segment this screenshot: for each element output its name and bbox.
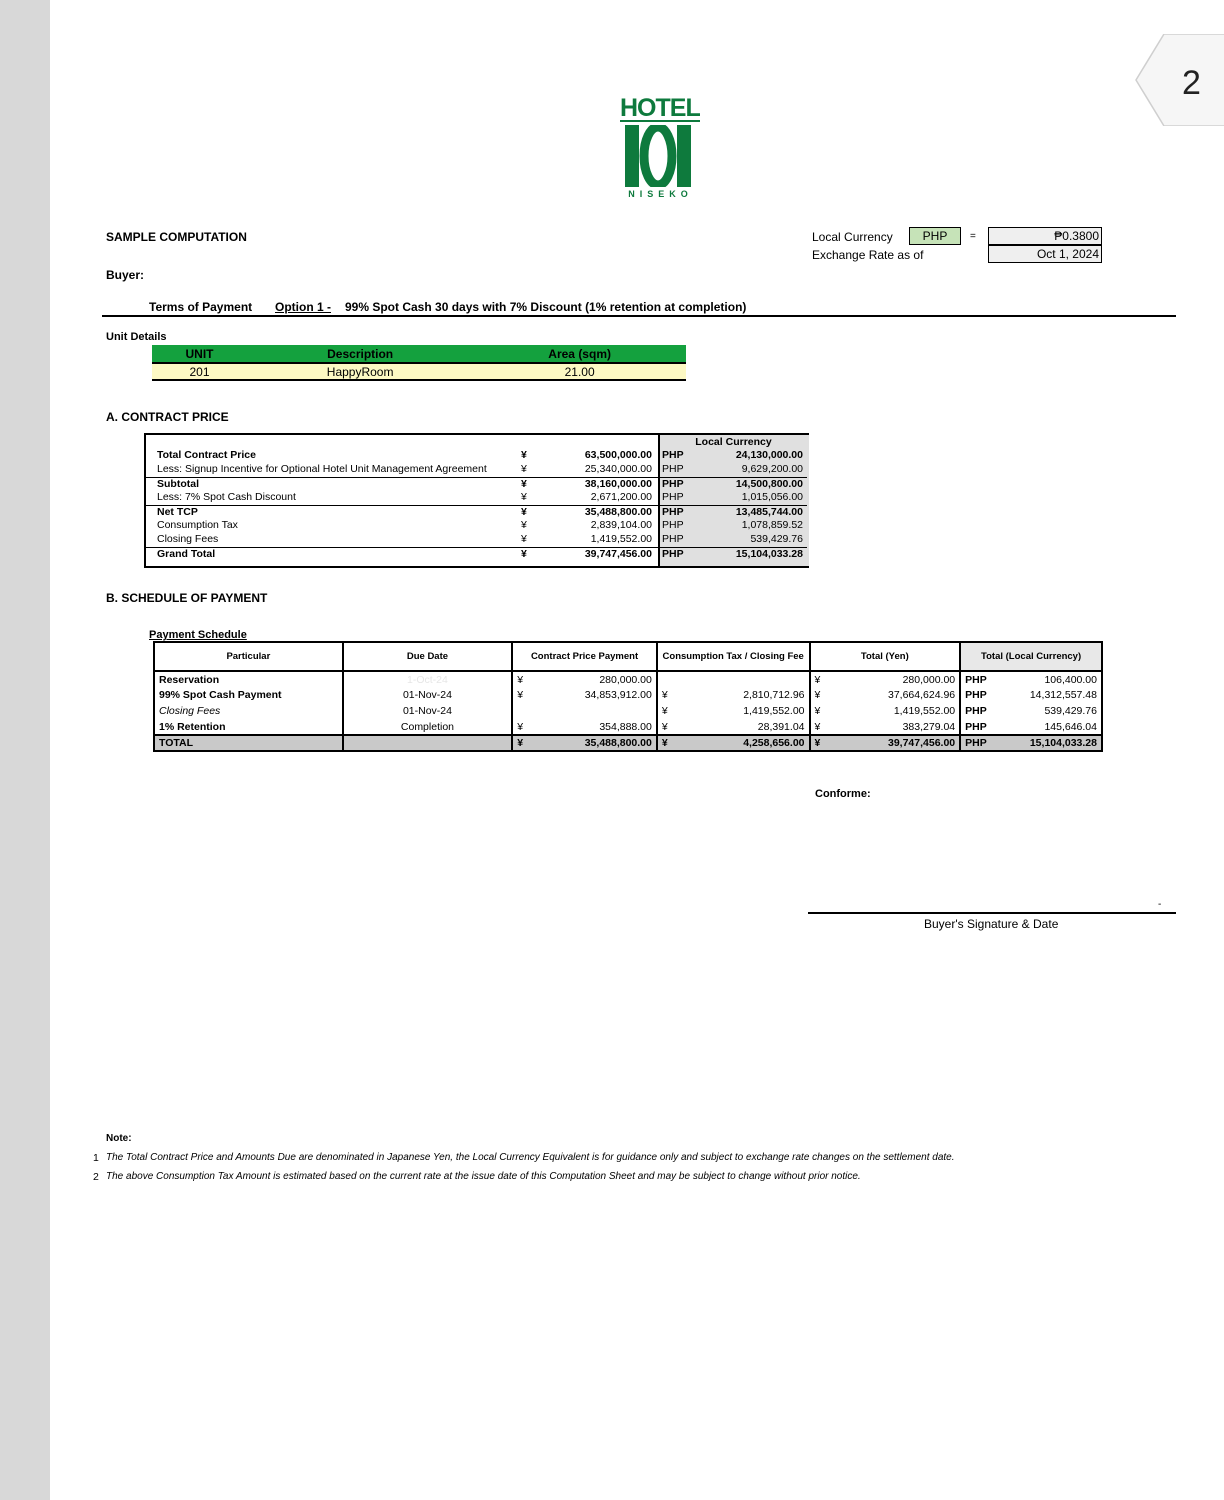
contract-payment-cell: 34,853,912.00 bbox=[584, 689, 652, 701]
tab-shape-icon bbox=[1134, 34, 1224, 126]
currency-code: PHP bbox=[662, 519, 684, 531]
contract-row-local: 13,485,744.00 bbox=[735, 506, 803, 518]
contract-payment-header: Contract Price Payment bbox=[512, 642, 657, 671]
currency-code: PHP bbox=[662, 478, 684, 490]
payment-schedule-table bbox=[153, 641, 1103, 752]
contract-row-local: 14,500,800.00 bbox=[735, 478, 803, 490]
contract-row-label: Less: 7% Spot Cash Discount bbox=[157, 491, 296, 503]
contract-row-local: 9,629,200.00 bbox=[741, 463, 803, 475]
tax-fee-header: Consumption Tax / Closing Fee bbox=[657, 642, 810, 671]
total-local-header: Total (Local Currency) bbox=[960, 642, 1102, 671]
yen-symbol: ¥ bbox=[814, 705, 821, 717]
yen-symbol: ¥ bbox=[521, 548, 527, 560]
schedule-row bbox=[154, 671, 1102, 687]
contract-row-yen: 38,160,000.00 bbox=[584, 478, 652, 490]
currency-code: PHP bbox=[965, 720, 987, 733]
tax-fee-cell: 1,419,552.00 bbox=[743, 705, 805, 717]
note-number-2: 2 bbox=[93, 1171, 99, 1183]
yen-symbol: ¥ bbox=[814, 737, 821, 749]
schedule-title: B. SCHEDULE OF PAYMENT bbox=[106, 591, 268, 605]
due-date-cell: 01-Nov-24 bbox=[402, 705, 452, 717]
total-local-cell: 15,104,033.28 bbox=[1029, 737, 1097, 749]
contract-row bbox=[146, 477, 807, 491]
notes-title: Note: bbox=[106, 1133, 132, 1144]
page-number-badge[interactable] bbox=[1134, 34, 1224, 126]
unit-value: 201 bbox=[152, 363, 247, 380]
currency-code: PHP bbox=[662, 463, 684, 475]
currency-code: PHP bbox=[965, 705, 987, 717]
payment-schedule-subtitle: Payment Schedule bbox=[149, 629, 247, 641]
terms-text: 99% Spot Cash 30 days with 7% Discount (1% retention at completion) bbox=[345, 300, 747, 314]
terms-option: Option 1 - bbox=[275, 300, 331, 314]
contract-row-label: Subtotal bbox=[157, 478, 199, 490]
total-yen-cell: 39,747,456.00 bbox=[888, 737, 956, 749]
exchange-rate-value: ₱0.3800 bbox=[988, 227, 1102, 245]
contract-row-local: 15,104,033.28 bbox=[735, 548, 803, 560]
unit-details-title: Unit Details bbox=[106, 331, 167, 343]
contract-row bbox=[146, 519, 807, 533]
yen-symbol: ¥ bbox=[517, 689, 524, 701]
currency-code: PHP bbox=[662, 506, 684, 518]
yen-symbol: ¥ bbox=[517, 673, 524, 686]
contract-payment-cell: 354,888.00 bbox=[599, 720, 652, 733]
yen-symbol: ¥ bbox=[517, 720, 524, 733]
yen-symbol: ¥ bbox=[661, 689, 668, 701]
particular-cell: Closing Fees bbox=[159, 705, 221, 717]
yen-symbol: ¥ bbox=[521, 449, 527, 461]
yen-symbol: ¥ bbox=[521, 533, 527, 545]
yen-symbol: ¥ bbox=[521, 491, 527, 503]
yen-symbol: ¥ bbox=[814, 673, 821, 686]
contract-row-label: Total Contract Price bbox=[157, 449, 256, 461]
yen-symbol: ¥ bbox=[661, 720, 668, 733]
contract-row bbox=[146, 449, 807, 463]
exchange-rate-date-label: Exchange Rate as of bbox=[812, 248, 924, 262]
currency-code: PHP bbox=[965, 737, 987, 749]
contract-row bbox=[146, 491, 807, 505]
total-local-cell: 145,646.04 bbox=[1044, 720, 1097, 733]
total-yen-cell: 280,000.00 bbox=[902, 673, 956, 686]
logo-101-mark bbox=[624, 125, 692, 187]
contract-row-yen: 2,671,200.00 bbox=[590, 491, 652, 503]
contract-payment-cell: 280,000.00 bbox=[599, 673, 652, 686]
yen-symbol: ¥ bbox=[521, 478, 527, 490]
tax-fee-cell: 4,258,656.00 bbox=[743, 737, 805, 749]
note-number-1: 1 bbox=[93, 1152, 99, 1164]
contract-row-yen: 25,340,000.00 bbox=[584, 463, 652, 475]
yen-symbol: ¥ bbox=[521, 519, 527, 531]
contract-row-yen: 1,419,552.00 bbox=[590, 533, 652, 545]
total-local-cell: 14,312,557.48 bbox=[1029, 689, 1097, 701]
total-yen-cell: 383,279.04 bbox=[902, 720, 956, 733]
yen-symbol: ¥ bbox=[661, 737, 668, 749]
description-value: HappyRoom bbox=[247, 363, 473, 380]
contract-row bbox=[146, 505, 807, 519]
contract-row-yen: 2,839,104.00 bbox=[590, 519, 652, 531]
contract-row bbox=[146, 547, 807, 561]
note-text-2: The above Consumption Tax Amount is estimated based on the current rate at the issue date of this Computation Sheet and may be subject to change without prior notice. bbox=[106, 1171, 861, 1182]
hotel-logo bbox=[620, 94, 700, 206]
conforme-label: Conforme: bbox=[815, 788, 871, 800]
schedule-total-row bbox=[154, 735, 1102, 751]
description-header: Description bbox=[247, 345, 473, 363]
contract-row bbox=[146, 533, 807, 547]
page-number: 2 bbox=[1182, 64, 1201, 102]
contract-row-local: 1,015,056.00 bbox=[741, 491, 803, 503]
contract-row-yen: 63,500,000.00 bbox=[584, 449, 652, 461]
due-date-header: Due Date bbox=[343, 642, 512, 671]
particular-cell: Reservation bbox=[159, 673, 220, 686]
signature-line[interactable] bbox=[808, 912, 1176, 914]
note-text-1: The Total Contract Price and Amounts Due are denominated in Japanese Yen, the Local Currency Equivalent is for guidance only and subject to exchange rate changes on the settlement date. bbox=[106, 1152, 955, 1163]
buyer-label: Buyer: bbox=[106, 268, 145, 282]
yen-symbol: ¥ bbox=[814, 720, 821, 733]
local-currency-header: Local Currency bbox=[695, 436, 772, 448]
signature-label: Buyer's Signature & Date bbox=[924, 917, 1059, 931]
schedule-row bbox=[154, 719, 1102, 735]
contract-row-label: Less: Signup Incentive for Optional Hotel Unit Management Agreement bbox=[157, 463, 487, 475]
contract-payment-cell: 35,488,800.00 bbox=[584, 737, 652, 749]
tax-fee-cell: 2,810,712.96 bbox=[743, 689, 805, 701]
schedule-row bbox=[154, 687, 1102, 703]
particular-cell: 1% Retention bbox=[159, 720, 226, 733]
total-local-cell: 539,429.76 bbox=[1044, 705, 1097, 717]
particular-header: Particular bbox=[154, 642, 343, 671]
logo-niseko-text: NISEKO bbox=[628, 189, 693, 199]
contract-price-table bbox=[144, 433, 809, 568]
contract-price-title: A. CONTRACT PRICE bbox=[106, 410, 229, 424]
tax-fee-cell: 28,391.04 bbox=[757, 720, 805, 733]
document-title: SAMPLE COMPUTATION bbox=[106, 230, 247, 244]
signature-dash: - bbox=[1158, 899, 1162, 910]
local-currency-label: Local Currency bbox=[812, 230, 893, 244]
due-date-cell: 1-Oct-24 bbox=[407, 673, 448, 686]
contract-row-local: 539,429.76 bbox=[750, 533, 803, 545]
yen-symbol: ¥ bbox=[521, 506, 527, 518]
currency-code: PHP bbox=[662, 491, 684, 503]
currency-code: PHP bbox=[662, 533, 684, 545]
total-local-cell: 106,400.00 bbox=[1044, 673, 1097, 686]
yen-symbol: ¥ bbox=[814, 689, 821, 701]
contract-row-yen: 39,747,456.00 bbox=[584, 548, 652, 560]
unit-header: UNIT bbox=[152, 345, 247, 363]
contract-row-label: Closing Fees bbox=[157, 533, 219, 545]
equals-sign: = bbox=[970, 231, 976, 242]
currency-code: PHP bbox=[662, 449, 684, 461]
yen-symbol: ¥ bbox=[521, 463, 527, 475]
due-date-cell: Completion bbox=[400, 720, 455, 733]
area-value: 21.00 bbox=[473, 363, 686, 380]
area-header: Area (sqm) bbox=[473, 345, 686, 363]
terms-divider bbox=[102, 315, 1176, 317]
contract-row-label: Net TCP bbox=[157, 506, 198, 518]
currency-code: PHP bbox=[965, 673, 987, 686]
contract-row-local: 24,130,000.00 bbox=[735, 449, 803, 461]
local-currency-select[interactable]: PHP bbox=[909, 227, 961, 245]
schedule-row bbox=[154, 703, 1102, 719]
contract-row-label: Consumption Tax bbox=[157, 519, 238, 531]
contract-row-local: 1,078,859.52 bbox=[741, 519, 803, 531]
total-yen-header: Total (Yen) bbox=[810, 642, 961, 671]
currency-code: PHP bbox=[662, 548, 684, 560]
total-yen-cell: 37,664,624.96 bbox=[888, 689, 956, 701]
contract-row-label: Grand Total bbox=[157, 548, 216, 560]
currency-code: PHP bbox=[965, 689, 987, 701]
particular-cell: 99% Spot Cash Payment bbox=[159, 689, 282, 701]
contract-row bbox=[146, 463, 807, 477]
contract-row-yen: 35,488,800.00 bbox=[584, 506, 652, 518]
unit-details-table bbox=[152, 345, 686, 381]
terms-label: Terms of Payment bbox=[149, 300, 253, 314]
exchange-rate-date: Oct 1, 2024 bbox=[988, 245, 1102, 263]
due-date-cell: 01-Nov-24 bbox=[402, 689, 452, 701]
logo-hotel-text: HOTEL bbox=[620, 94, 700, 122]
particular-cell: TOTAL bbox=[159, 737, 194, 749]
yen-symbol: ¥ bbox=[661, 705, 668, 717]
total-yen-cell: 1,419,552.00 bbox=[893, 705, 956, 717]
yen-symbol: ¥ bbox=[517, 737, 524, 749]
